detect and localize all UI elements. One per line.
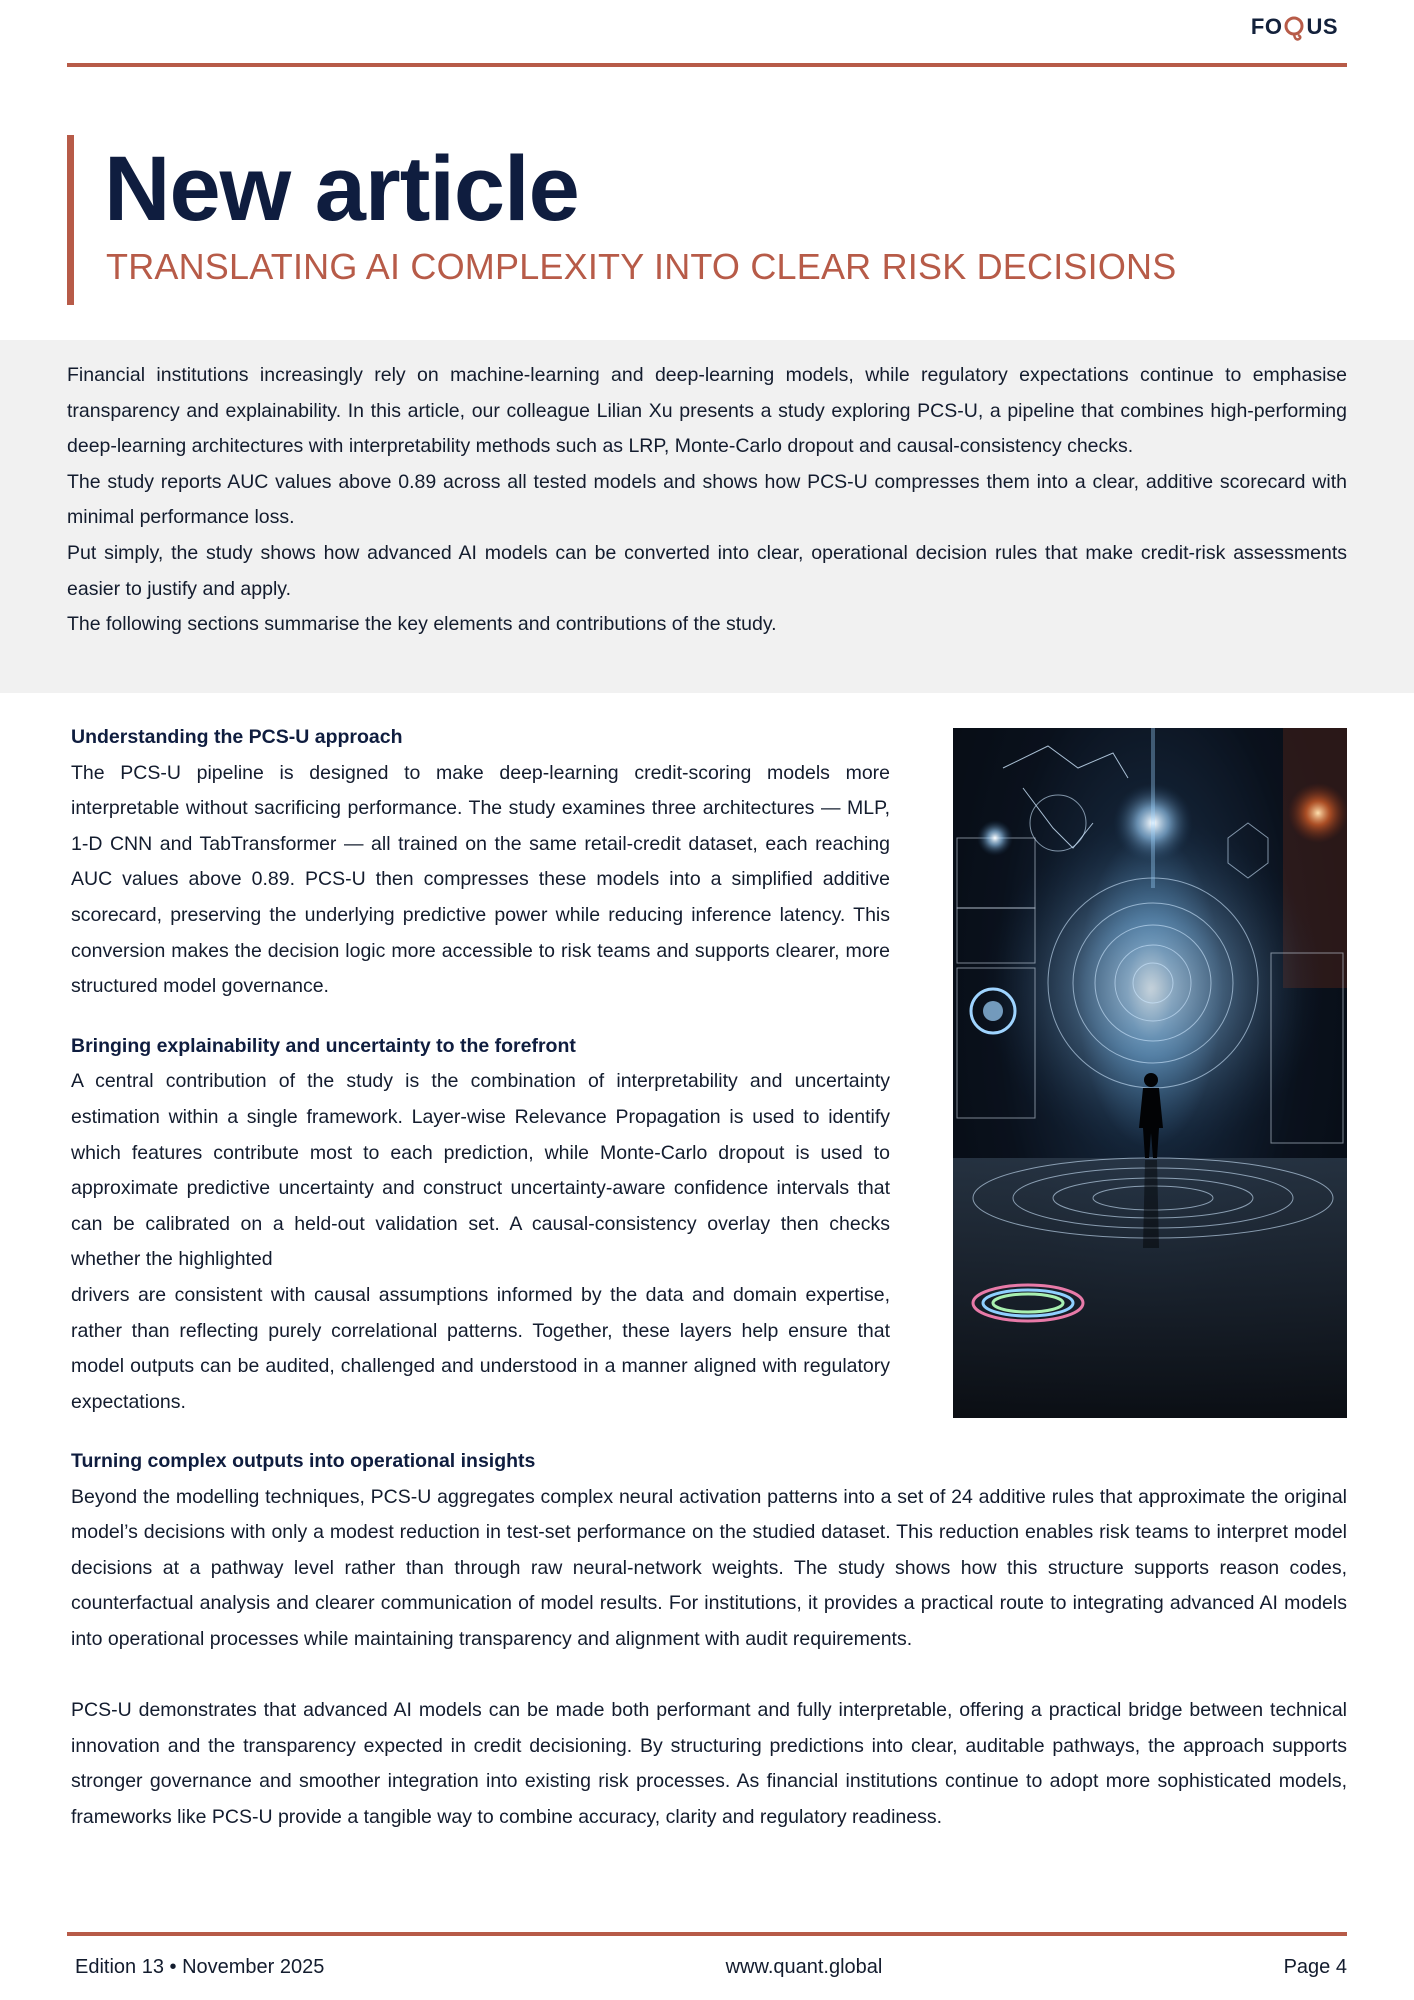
logo-text-right: US	[1306, 14, 1338, 39]
intro-paragraph: The study reports AUC values above 0.89 across all tested models and shows how PCS-U compresses them into a clear, additive scorecard with minimal performance loss.	[67, 470, 1347, 529]
footer-divider	[67, 1932, 1347, 1936]
footer-website-link[interactable]: www.quant.global	[725, 1956, 883, 1978]
illustration-artwork	[953, 728, 1347, 1418]
section-paragraph: The PCS-U pipeline is designed to make deep-learning credit-scoring models more interpretable without sacrificing performance. The study examines three architectures — MLP, 1-D CNN and TabTransformer — all trained on the same retail-credit dataset, each reaching AUC values above 0.89. PCS-U then compresses these models into a simplified additive scorecard, preserving the underlying predictive power while reducing inference latency. This conversion makes the decision logic more accessible to risk teams and supports clearer, more structured model governance.	[71, 761, 890, 998]
header-divider	[67, 63, 1347, 67]
intro-paragraph: Put simply, the study shows how advanced AI models can be converted into clear, operational decision rules that make credit-risk assessments easier to justify and apply.	[67, 541, 1347, 600]
section-paragraph: Beyond the modelling techniques, PCS-U aggregates complex neural activation patterns into a set of 24 additive rules that approximate the original model’s decisions with only a modest reduction in test-set performance on the studied dataset. This reduction enables risk teams to interpret model decisions at a pathway level rather than through raw neural-network weights. The study shows how this structure supports reason codes, counterfactual analysis and clearer communication of model results. For institutions, it provides a practical route to integrating advanced AI models into operational processes while maintaining transparency and alignment with audit requirements.	[71, 1485, 1347, 1650]
title-block	[67, 135, 1176, 305]
footer-edition: Edition 13 • November 2025	[75, 1956, 325, 1978]
page-title: New article	[104, 138, 579, 240]
logo-text-left: FO	[1250, 14, 1283, 39]
article-illustration	[953, 728, 1347, 1418]
intro-paragraph: Financial institutions increasingly rely on machine-learning and deep-learning models, while regulatory expectations continue to emphasise transparency and explainability. In this article, our colleague Lilian Xu presents a study exploring PCS-U, a pipeline that combines high-performing deep-learning architectures with interpretability methods such as LRP, Monte-Carlo dropout and causal-consistency checks.	[67, 364, 1347, 458]
conclusion-paragraph: PCS-U demonstrates that advanced AI models can be made both performant and fully interpretable, offering a practical bridge between technical innovation and the transparency expected in credit decisioning. By structuring predictions into clear, auditable pathways, the approach supports stronger governance and smoother integration into existing risk processes. As financial institutions continue to adopt more sophisticated models, frameworks like PCS-U provide a tangible way to combine accuracy, clarity and regulatory readiness.	[71, 1699, 1347, 1828]
section-heading-approach: Understanding the PCS-U approach	[71, 726, 403, 748]
logo-q-icon	[1283, 15, 1305, 39]
footer-page-number: Page 4	[1283, 1956, 1347, 1978]
section-paragraph: A central contribution of the study is the combination of interpretability and uncertainty estimation within a single framework. Layer-wise Relevance Propagation is used to identify which features contribute most to each prediction, while Monte-Carlo dropout is used to approximate predictive uncertainty and construct uncertainty-aware confidence intervals that can be calibrated on a held-out validation set. A causal-consistency overlay then checks whether the highlighted	[71, 1070, 890, 1271]
article-full-width	[71, 1444, 1347, 1836]
article-column	[71, 720, 890, 1420]
section-heading-insights: Turning complex outputs into operational insights	[71, 1450, 536, 1472]
intro-panel	[0, 340, 1414, 693]
article-subtitle: TRANSLATING AI COMPLEXITY INTO CLEAR RISK DECISIONS	[106, 246, 1177, 287]
section-heading-explainability: Bringing explainability and uncertainty to the forefront	[71, 1034, 576, 1057]
page-footer	[75, 1956, 1347, 1979]
foqus-logo	[1251, 14, 1338, 40]
section-paragraph: drivers are consistent with causal assumptions informed by the data and domain expertise, rather than reflecting purely correlational patterns. Together, these layers help ensure that model outputs can be audited, challenged and understood in a manner aligned with regulatory expectations.	[71, 1283, 890, 1413]
intro-paragraph: The following sections summarise the key elements and contributions of the study.	[67, 613, 777, 636]
